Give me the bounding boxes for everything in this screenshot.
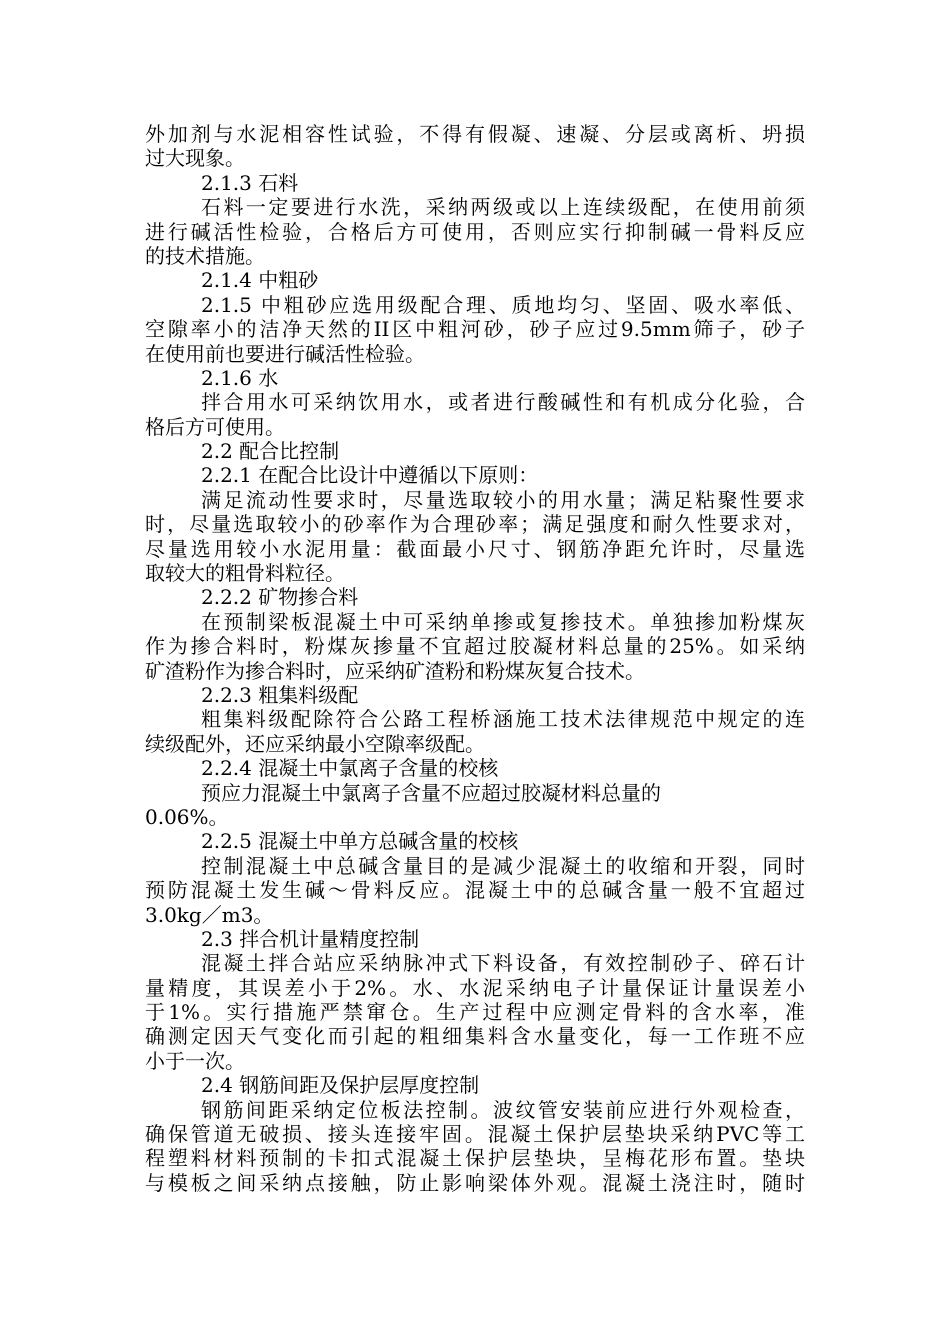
text-line: 确保管道无破损、接头连接牢固。混凝土保护层垫块采纳PVC等工 [145, 1122, 805, 1147]
text-line: 取较大的粗骨料粒径。 [145, 561, 345, 586]
text-line: 的技术措施。 [145, 243, 265, 268]
text-line: 2.2 配合比控制 [201, 439, 340, 464]
text-line: 作为掺合料时，粉煤灰掺量不宜超过胶凝材料总量的25%。如采纳 [145, 634, 805, 659]
text-line: 小于一次。 [145, 1048, 245, 1073]
text-line: 量精度，其误差小于2%。水、水泥采纳电子计量保证计量误差小 [145, 975, 805, 1000]
text-line: 2.2.3 粗集料级配 [201, 682, 359, 707]
text-line: 于1%。实行措施严禁窜仓。生产过程中应测定骨料的含水率，准 [145, 1000, 805, 1025]
text-line: 预防混凝土发生碱～骨料反应。混凝土中的总碱含量一般不宜超过 [145, 878, 805, 903]
text-line: 过大现象。 [145, 146, 245, 171]
text-line: 与模板之间采纳点接触，防止影响梁体外观。混凝土浇注时，随时 [145, 1170, 805, 1195]
text-line: 粗集料级配除符合公路工程桥涵施工技术法律规范中规定的连 [201, 707, 805, 732]
text-line: 2.2.1 在配合比设计中遵循以下原则： [201, 463, 539, 488]
text-line: 2.4 钢筋间距及保护层厚度控制 [201, 1073, 480, 1098]
text-line: 钢筋间距采纳定位板法控制。波纹管安装前应进行外观检查， [201, 1097, 805, 1122]
text-line: 2.3 拌合机计量精度控制 [201, 926, 420, 951]
document-page [145, 122, 805, 1195]
text-line: 确测定因天气变化而引起的粗细集料含水量变化，每一工作班不应 [145, 1024, 805, 1049]
text-line: 矿渣粉作为掺合料时，应采纳矿渣粉和粉煤灰复合技术。 [145, 658, 645, 683]
text-line: 拌合用水可采纳饮用水，或者进行酸碱性和有机成分化验，合 [201, 390, 805, 415]
text-line: 时，尽量选取较小的砂率作为合理砂率；满足强度和耐久性要求对， [145, 512, 805, 537]
text-line: 在使用前也要进行碱活性检验。 [145, 341, 425, 366]
text-line: 控制混凝土中总碱含量目的是减少混凝土的收缩和开裂，同时 [201, 853, 805, 878]
text-line: 尽量选用较小水泥用量：截面最小尺寸、钢筋净距允许时，尽量选 [145, 536, 805, 561]
text-line: 进行碱活性检验，合格后方可使用，否则应实行抑制碱一骨料反应 [145, 219, 805, 244]
text-line: 2.2.4 混凝土中氯离子含量的校核 [201, 756, 499, 781]
text-line: 程塑料材料预制的卡扣式混凝土保护层垫块，呈梅花形布置。垫块 [145, 1146, 805, 1171]
text-line: 2.1.6 水 [201, 365, 279, 390]
text-line: 2.2.5 混凝土中单方总碱含量的校核 [201, 829, 519, 854]
text-line: 外加剂与水泥相容性试验，不得有假凝、速凝、分层或离析、坍损 [145, 122, 805, 146]
text-line: 续级配外，还应采纳最小空隙率级配。 [145, 731, 485, 756]
text-line: 2.1.5 中粗砂应选用级配合理、质地均匀、坚固、吸水率低、 [201, 292, 805, 317]
text-line: 2.2.2 矿物掺合料 [201, 585, 359, 610]
text-line: 预应力混凝土中氯离子含量不应超过胶凝材料总量的 [201, 780, 661, 805]
text-line: 混凝土拌合站应采纳脉冲式下料设备，有效控制砂子、碎石计 [201, 951, 805, 976]
text-line: 格后方可使用。 [145, 414, 285, 439]
text-line: 0.06%。 [145, 804, 229, 829]
text-line: 空隙率小的洁净天然的II区中粗河砂，砂子应过9.5mm筛子，砂子 [145, 317, 805, 342]
text-line: 满足流动性要求时，尽量选取较小的用水量；满足粘聚性要求 [201, 487, 805, 512]
text-line: 2.1.3 石料 [201, 170, 299, 195]
text-line: 石料一定要进行水洗，采纳两级或以上连续级配，在使用前须 [201, 195, 805, 220]
text-line: 2.1.4 中粗砂 [201, 268, 319, 293]
text-line: 3.0kg／m3。 [145, 902, 274, 927]
text-line: 在预制梁板混凝土中可采纳单掺或复掺技术。单独掺加粉煤灰 [201, 609, 805, 634]
